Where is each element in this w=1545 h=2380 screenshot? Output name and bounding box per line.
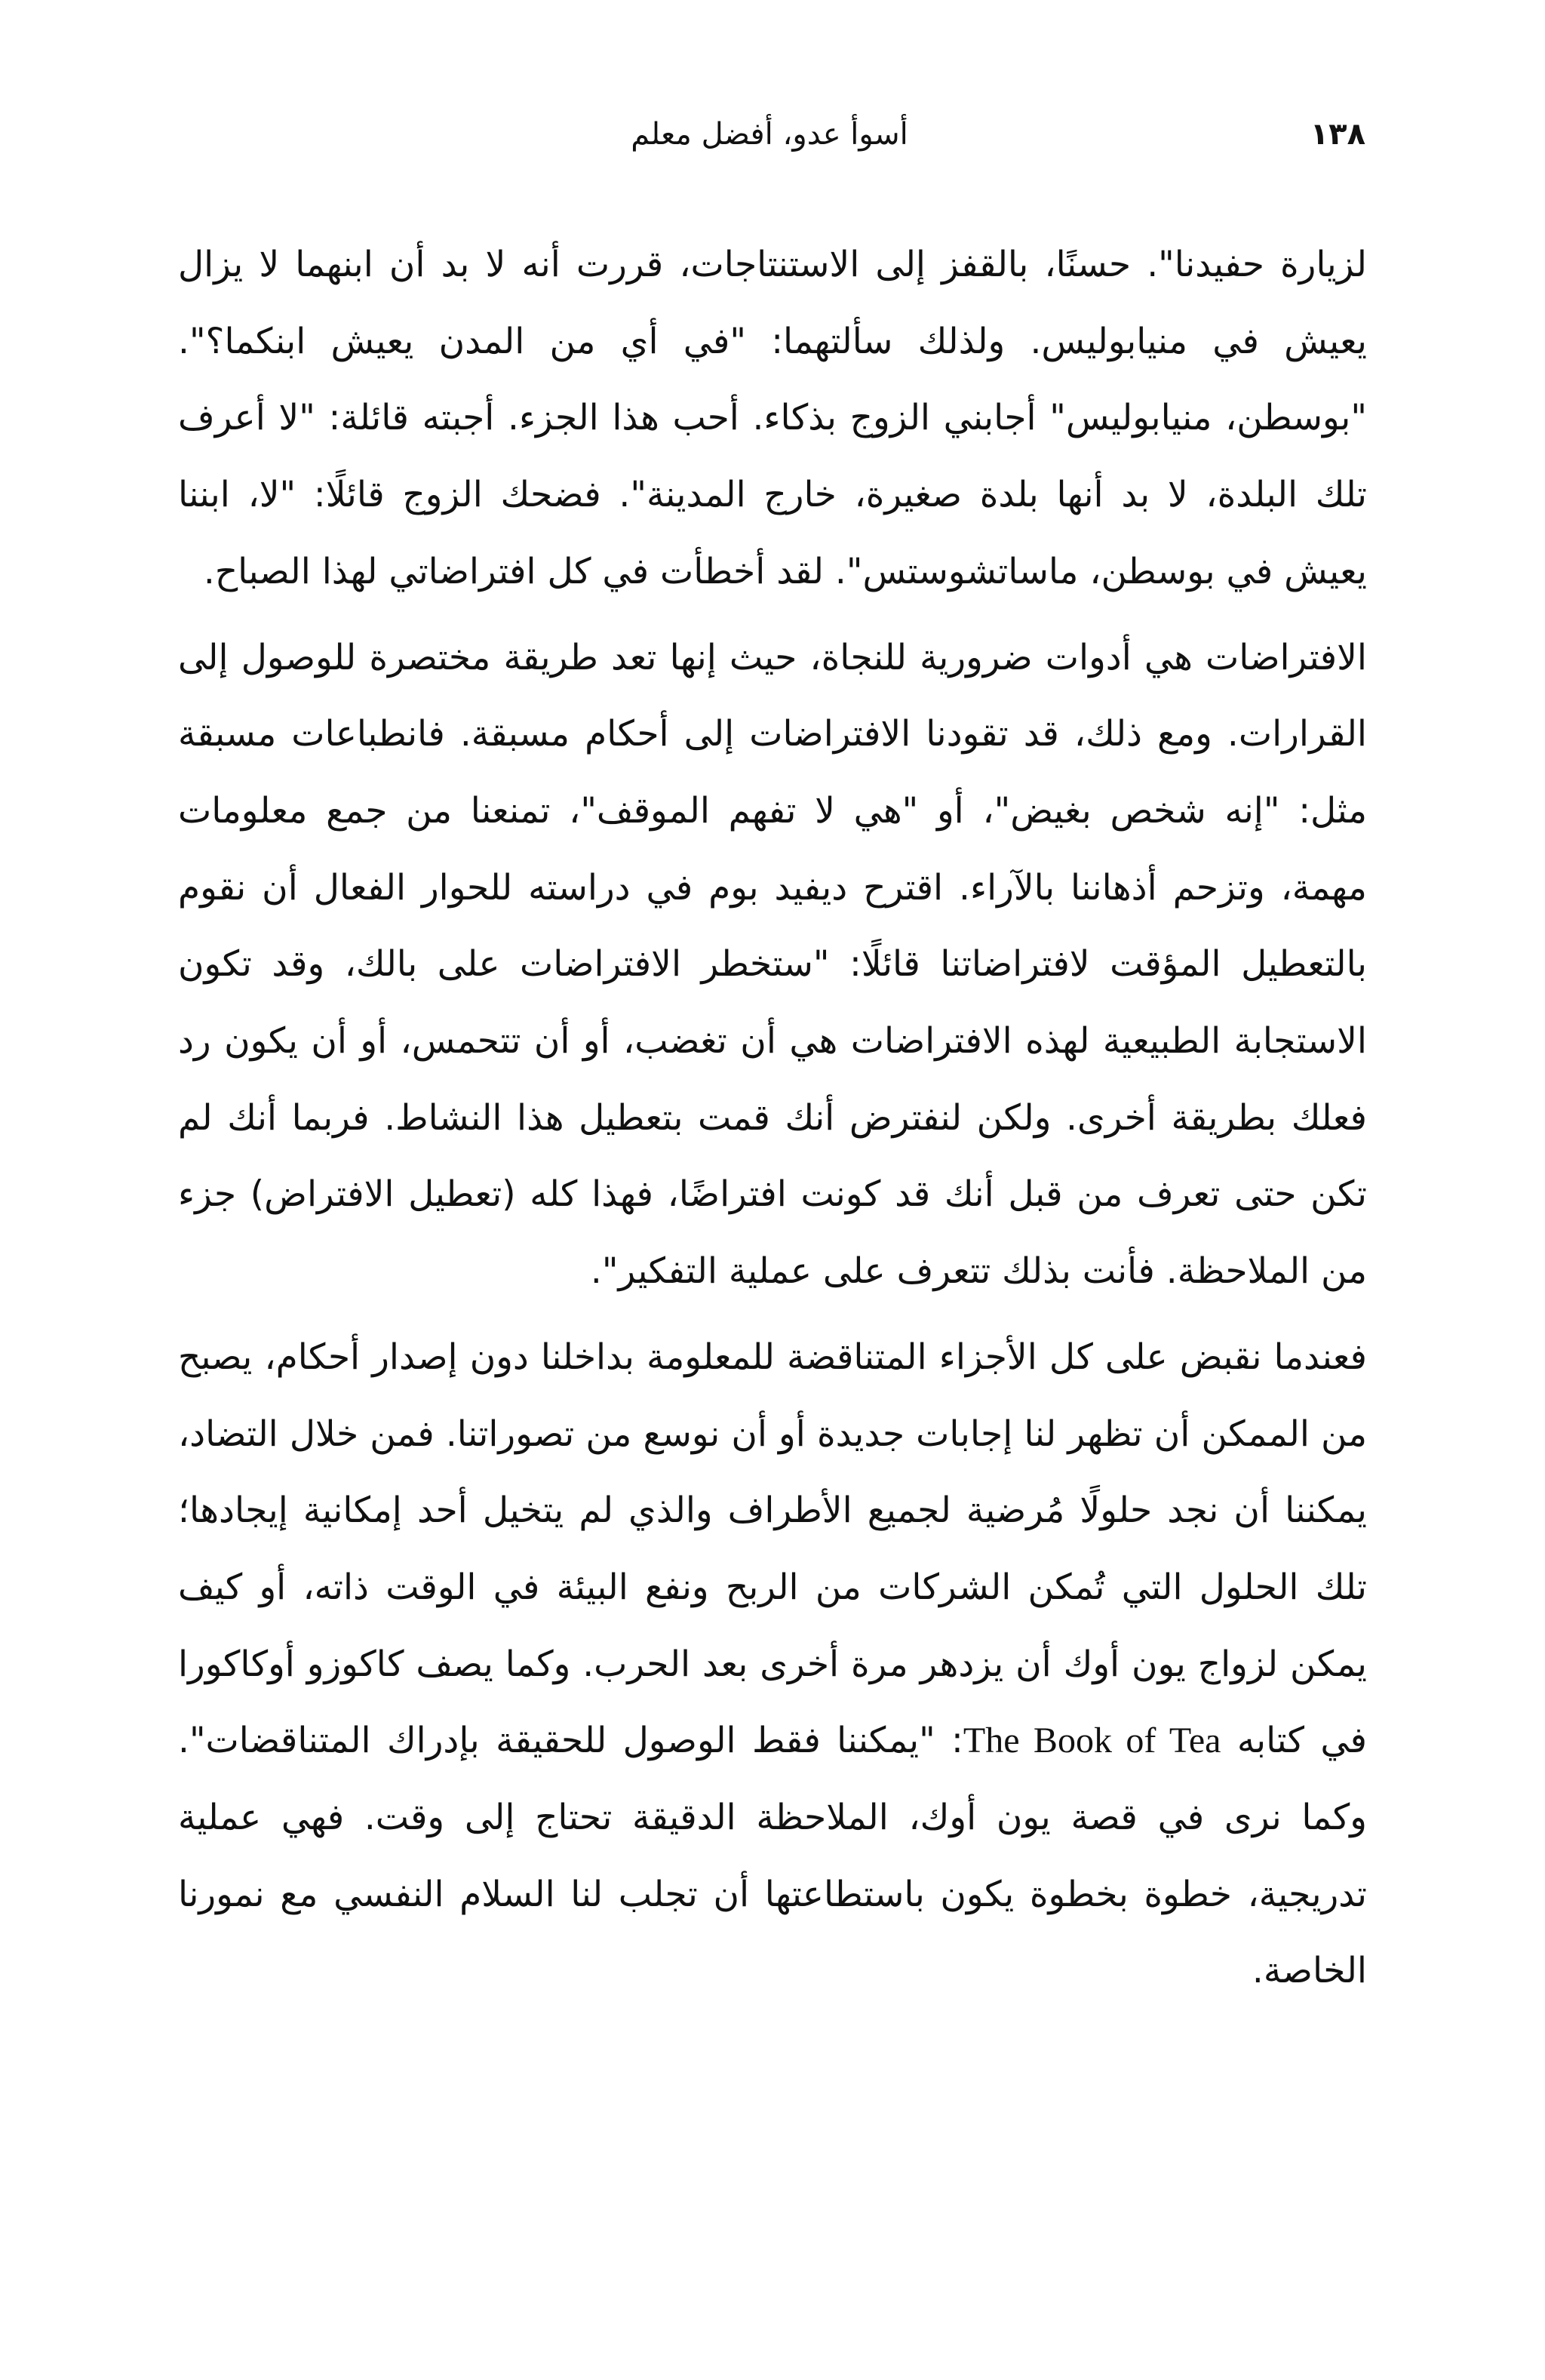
body-text xyxy=(178,226,1367,2019)
page-number: ١٣٨ xyxy=(1310,117,1365,152)
book-title: The Book of Tea xyxy=(963,1720,1221,1761)
paragraph-3-text-before: فعندما نقبض على كل الأجزاء المتناقضة للمعلومة بداخلنا دون إصدار أحكام، يصبح من الممكن أن تظهر لنا إجابات جديدة أو أن نوسع من تصوراتنا. فمن خلال التضاد، يمكننا أن نجد حلولًا مُرضية لجميع الأطراف والذي لم يتخيل أحد إمكانية إيجادها؛ تلك الحلول التي تُمكن الشركات من الربح ونفع البيئة في الوقت ذاته، أو كيف يمكن لزواج يون أوك أن يزدهر مرة أخرى بعد الحرب. وكما يصف كاكوزو أوكاكورا في كتابه xyxy=(178,1336,1367,1762)
paragraph-1: لزيارة حفيدنا". حسنًا، بالقفز إلى الاستنتاجات، قررت أنه لا بد أن ابنهما لا يزال يعيش في منيابوليس. ولذلك سألتهما: "في أي من المدن يعيش ابنكما؟". "بوسطن، منيابوليس" أجابني الزوج بذكاء. أحب هذا الجزء. أجبته قائلة: "لا أعرف تلك البلدة، لا بد أنها بلدة صغيرة، خارج المدينة". فضحك الزوج قائلًا: "لا، ابننا يعيش في بوسطن، ماساتشوستس". لقد أخطأت في كل افتراضاتي لهذا الصباح. xyxy=(178,244,1367,592)
paragraph-2: الافتراضات هي أدوات ضرورية للنجاة، حيث إنها تعد طريقة مختصرة للوصول إلى القرارات. ومع ذلك، قد تقودنا الافتراضات إلى أحكام مسبقة. فانطباعات مسبقة مثل: "إنه شخص بغيض"، أو "هي لا تفهم الموقف"، تمنعنا من جمع معلومات مهمة، وتزحم أذهاننا بالآراء. اقترح ديفيد بوم في دراسته للحوار الفعال أن نقوم بالتعطيل المؤقت لافتراضاتنا قائلًا: "ستخطر الافتراضات على بالك، وقد تكون الاستجابة الطبيعية لهذه الافتراضات هي أن تغضب، أو أن تتحمس، أو أن يكون رد فعلك بطريقة أخرى. ولكن لنفترض أنك قمت بتعطيل هذا النشاط. فربما أنك لم تكن حتى تعرف من قبل أنك قد كونت افتراضًا، فهذا كله (تعطيل الافتراض) جزء من الملاحظة. فأنت بذلك تتعرف على عملية التفكير". xyxy=(178,636,1367,1293)
page-header xyxy=(174,104,1365,165)
paragraph-3-text-after: : "يمكننا فقط الوصول للحقيقة بإدراك المتناقضات". وكما نرى في قصة يون أوك، الملاحظة الدقيقة تحتاج إلى وقت. فهي عملية تدريجية، خطوة بخطوة يكون باستطاعتها أن تجلب لنا السلام النفسي مع نمورنا الخاصة. xyxy=(178,1720,1367,1992)
running-title: أسوأ عدو، أفضل معلم xyxy=(631,117,908,152)
paragraph-3 xyxy=(178,1319,1367,2009)
